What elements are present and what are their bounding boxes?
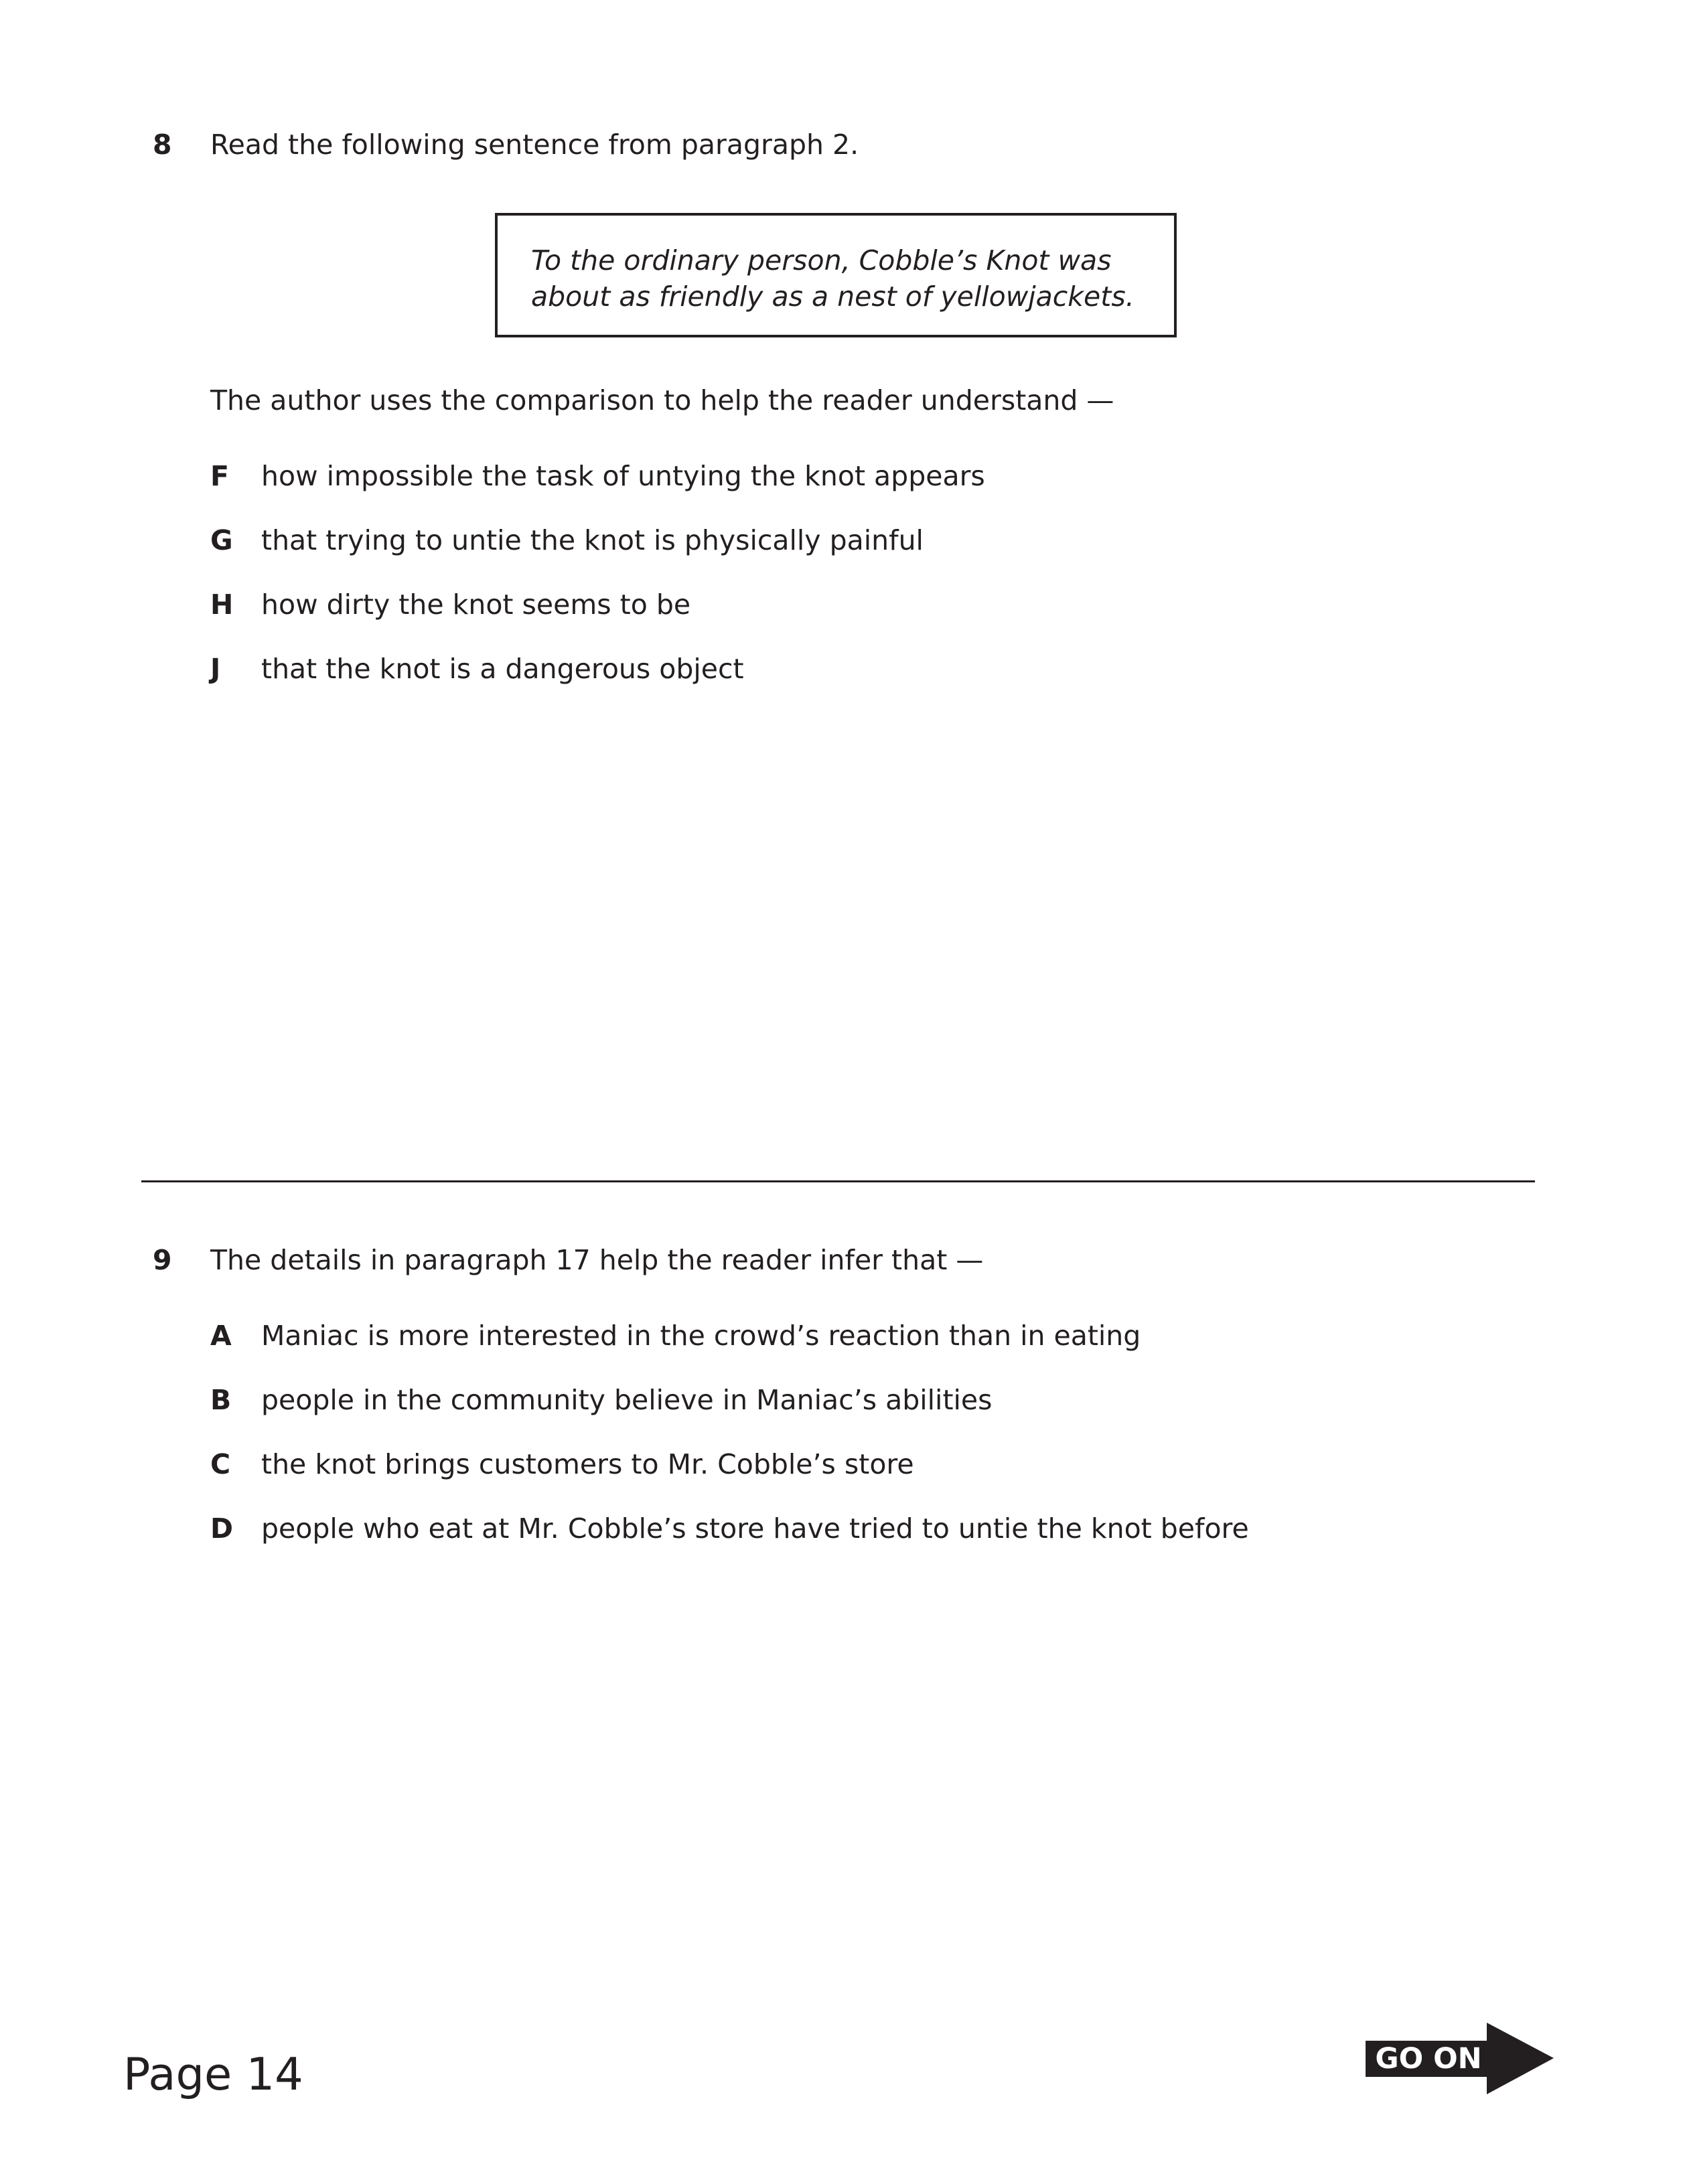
answer-choice-letter: H [210, 589, 234, 621]
question-8-number: 8 [153, 129, 172, 161]
answer-choice-text: how dirty the knot seems to be [261, 589, 691, 621]
question-8-prompt: Read the following sentence from paragraph 2. [210, 129, 859, 161]
answer-choice-letter: D [210, 1512, 234, 1545]
go-on-indicator [1366, 2023, 1554, 2094]
answer-choice-text: that the knot is a dangerous object [261, 653, 744, 685]
answer-choice-letter: C [210, 1448, 231, 1480]
quote-line-1: To the ordinary person, Cobble’s Knot was [531, 244, 1112, 277]
answer-choice-letter: F [210, 460, 230, 492]
answer-choice-letter: A [210, 1320, 232, 1352]
quote-box [495, 213, 1177, 337]
go-on-label: GO ON [1366, 2041, 1491, 2077]
answer-choice-letter: B [210, 1384, 232, 1416]
page-number: Page 14 [123, 2048, 303, 2100]
question-8-stem: The author uses the comparison to help the reader understand — [210, 384, 1114, 416]
answer-choice-letter: G [210, 524, 233, 556]
question-9-number: 9 [153, 1244, 172, 1276]
question-9-stem: The details in paragraph 17 help the reader infer that — [210, 1244, 984, 1276]
answer-choice-text: people in the community believe in Maniac’s abilities [261, 1384, 993, 1416]
answer-choice-letter: J [210, 653, 221, 685]
answer-choice-text: that trying to untie the knot is physically painful [261, 524, 924, 556]
answer-choice-text: how impossible the task of untying the knot appears [261, 460, 985, 492]
answer-choice-text: the knot brings customers to Mr. Cobble’s store [261, 1448, 914, 1480]
answer-choice-text: people who eat at Mr. Cobble’s store have tried to untie the knot before [261, 1512, 1249, 1545]
quote-line-2: about as friendly as a nest of yellowjackets. [531, 281, 1135, 313]
answer-choice-text: Maniac is more interested in the crowd’s reaction than in eating [261, 1320, 1141, 1352]
section-divider [141, 1180, 1535, 1182]
